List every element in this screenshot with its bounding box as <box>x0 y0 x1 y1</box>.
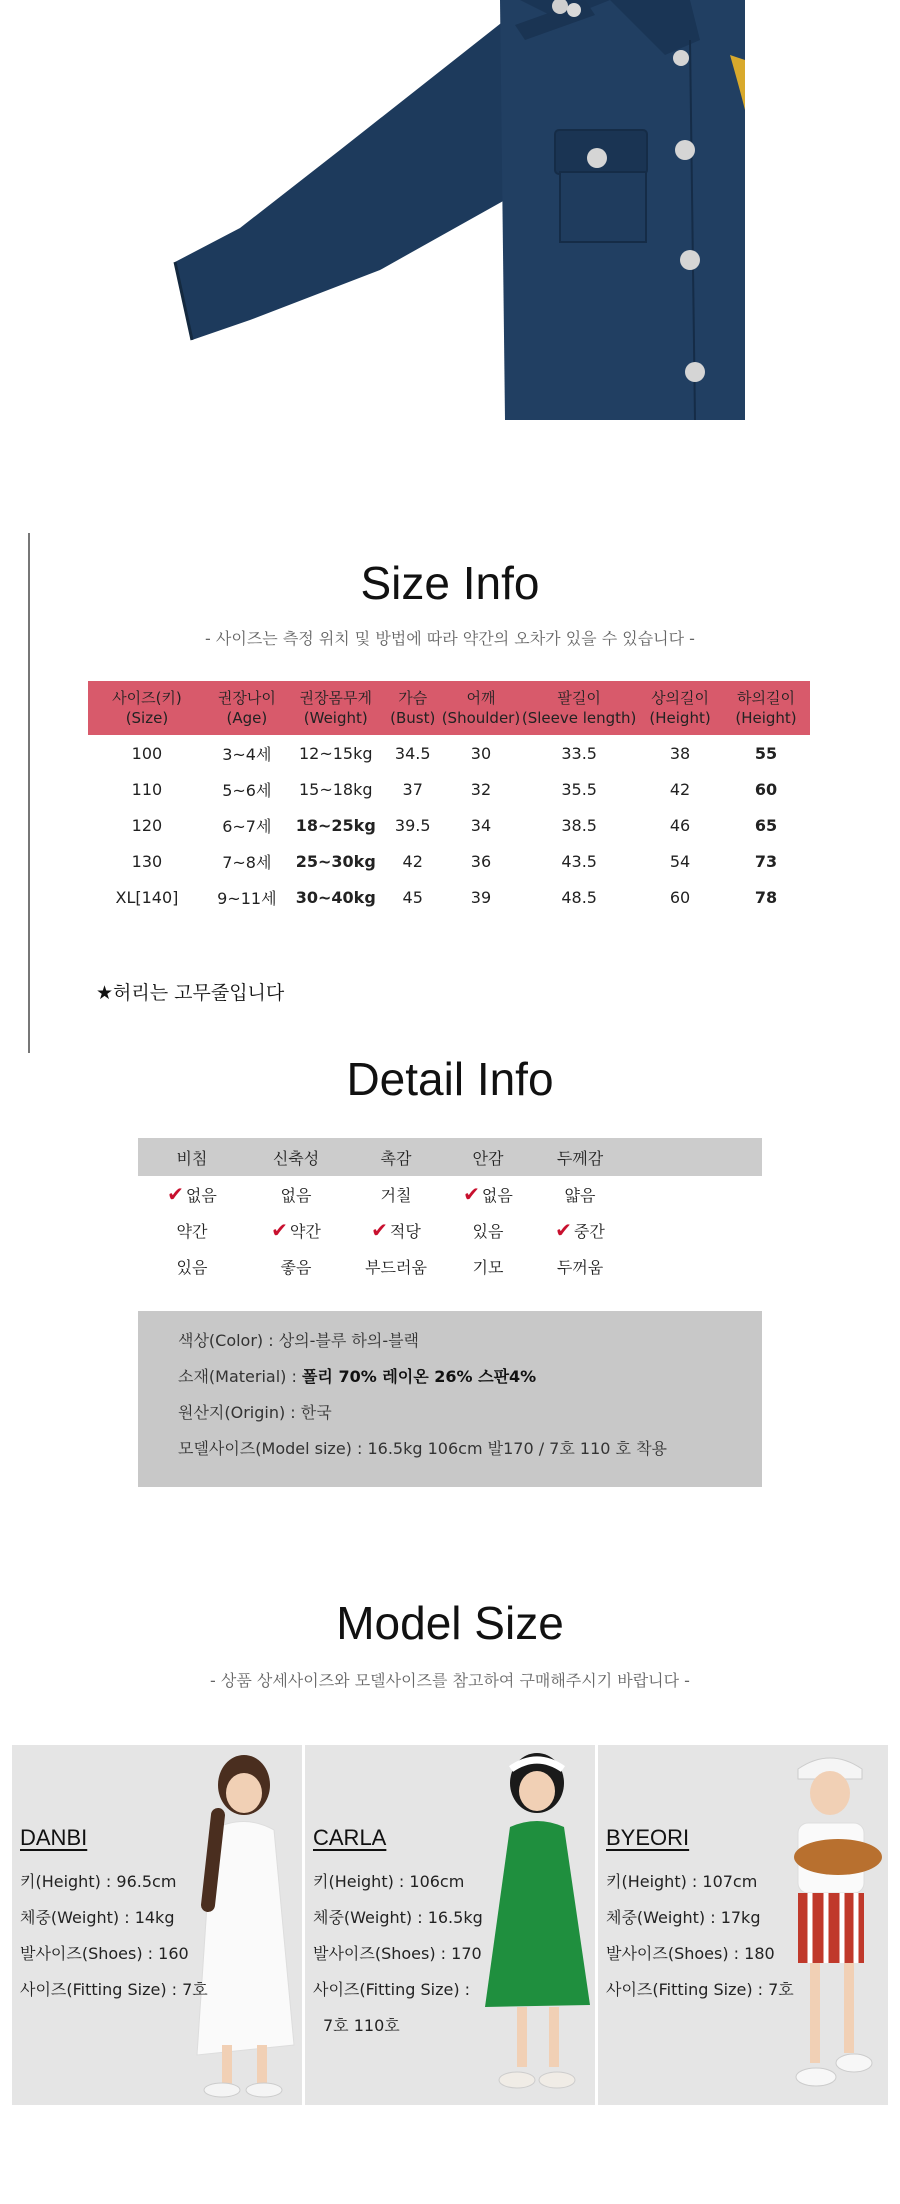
detail-table <box>138 1138 762 1284</box>
spec-origin: 원산지(Origin) : 한국 <box>178 1403 332 1422</box>
table-cell: 18~25kg <box>295 815 376 835</box>
check-icon: ✔ <box>271 1218 288 1242</box>
detail-header-spacer <box>630 1138 762 1176</box>
table-cell: 110 <box>131 779 163 799</box>
detail-cell: ✔ 적당 <box>371 1218 421 1242</box>
size-table-header-row <box>88 681 810 735</box>
detail-cell: 없음 <box>280 1185 312 1205</box>
spec-material: 소재(Material) : 폴리 70% 레이온 26% 스판4% <box>178 1367 537 1386</box>
detail-row <box>138 1212 762 1248</box>
table-cell: 60 <box>669 887 691 907</box>
table-cell: 130 <box>131 851 163 871</box>
spec-box <box>138 1311 762 1487</box>
detail-row <box>138 1176 762 1212</box>
waist-note: ★허리는 고무줄입니다 <box>96 982 285 1004</box>
bottom-length-col-header: 하의길이 (Height) <box>722 681 810 735</box>
bust-col-header: 가슴 (Bust) <box>384 681 442 735</box>
table-cell: 48.5 <box>561 887 597 907</box>
table-cell: 54 <box>669 851 691 871</box>
weight-col-header: 권장몸무게 (Weight) <box>288 681 384 735</box>
jacket-illustration <box>0 0 900 430</box>
model-fitting: 사이즈(Fitting Size) : <box>313 1980 471 1999</box>
table-row <box>88 807 810 843</box>
detail-cell: ✔ 약간 <box>271 1218 321 1242</box>
table-cell: 78 <box>754 887 778 907</box>
detail-cell: 두꺼움 <box>556 1257 604 1277</box>
spec-color: 색상(Color) : 상의-블루 하의-블랙 <box>178 1331 420 1350</box>
stretch-header: 신축성 <box>246 1138 346 1176</box>
model-card-carla <box>305 1745 595 2105</box>
model-shoes: 발사이즈(Shoes) : 180 <box>606 1944 775 1963</box>
detail-cell <box>630 1248 762 1284</box>
detail-cell: 약간 <box>176 1221 208 1241</box>
model-card-danbi <box>12 1745 302 2105</box>
table-cell: 38.5 <box>561 815 597 835</box>
detail-cell: 기모 <box>472 1257 504 1277</box>
table-cell: 7~8세 <box>222 852 272 872</box>
table-cell: 30 <box>470 743 492 763</box>
size-info-subtitle: - 사이즈는 측정 위치 및 방법에 따라 약간의 오차가 있을 수 있습니다 - <box>205 629 695 648</box>
detail-cell: 부드러움 <box>365 1257 427 1277</box>
table-cell: 6~7세 <box>222 816 272 836</box>
detail-cell: 있음 <box>472 1221 504 1241</box>
check-icon: ✔ <box>371 1218 388 1242</box>
table-row <box>88 735 810 771</box>
table-cell: 42 <box>669 779 691 799</box>
model-name: DANBI <box>20 1825 88 1850</box>
detail-cell: 거칠 <box>380 1185 412 1205</box>
table-cell: 25~30kg <box>295 851 376 871</box>
detail-cell: 얇음 <box>564 1185 596 1205</box>
detail-cell: 좋음 <box>280 1257 312 1277</box>
model-weight: 체중(Weight) : 17kg <box>606 1908 761 1927</box>
table-cell: 37 <box>402 779 423 799</box>
model-fitting: 사이즈(Fitting Size) : 7호 <box>606 1980 794 1999</box>
table-cell: 30~40kg <box>295 887 376 907</box>
table-cell: 120 <box>131 815 163 835</box>
model-fitting: 사이즈(Fitting Size) : 7호 <box>20 1980 208 1999</box>
detail-cell: ✔ 없음 <box>167 1182 217 1206</box>
check-icon: ✔ <box>463 1182 480 1206</box>
table-cell: 60 <box>754 779 778 799</box>
detail-cell: ✔ 중간 <box>555 1218 605 1242</box>
detail-cell <box>630 1176 762 1212</box>
model-size-subtitle: - 상품 상세사이즈와 모델사이즈를 참고하여 구매해주시기 바랍니다 - <box>210 1671 690 1690</box>
check-icon: ✔ <box>167 1182 184 1206</box>
table-cell: 45 <box>402 887 423 907</box>
table-cell: XL[140] <box>115 887 179 907</box>
top-length-col-header: 상의길이 (Height) <box>638 681 722 735</box>
table-cell: 3~4세 <box>222 744 272 764</box>
model-height: 키(Height) : 107cm <box>606 1872 758 1891</box>
model-height: 키(Height) : 96.5cm <box>20 1872 177 1891</box>
model-weight: 체중(Weight) : 14kg <box>20 1908 175 1927</box>
table-cell: 35.5 <box>561 779 597 799</box>
table-cell: 34 <box>470 815 492 835</box>
table-cell: 39.5 <box>394 815 431 835</box>
thickness-header: 두께감 <box>530 1138 630 1176</box>
model-size-title: Model Size <box>336 1597 564 1649</box>
table-cell: 43.5 <box>561 851 597 871</box>
table-cell: 15~18kg <box>298 779 373 799</box>
table-cell: 100 <box>131 743 163 763</box>
spec-model-size: 모델사이즈(Model size) : 16.5kg 106cm 발170 / 7호 110 호 착용 <box>178 1439 667 1458</box>
model-cards <box>12 1745 888 2105</box>
model-shoes: 발사이즈(Shoes) : 170 <box>313 1944 482 1963</box>
detail-row <box>138 1248 762 1284</box>
detail-cell: 있음 <box>176 1257 208 1277</box>
check-icon: ✔ <box>555 1218 572 1242</box>
table-cell: 36 <box>470 851 492 871</box>
table-cell: 5~6세 <box>222 780 272 800</box>
model-card-byeori <box>598 1745 888 2105</box>
left-vertical-rule <box>28 533 30 1053</box>
detail-cell: ✔ 없음 <box>463 1182 513 1206</box>
size-table <box>88 681 810 915</box>
model-height: 키(Height) : 106cm <box>313 1872 465 1891</box>
table-cell: 33.5 <box>561 743 597 763</box>
table-row <box>88 843 810 879</box>
detail-info-title: Detail Info <box>346 1053 554 1105</box>
sleeve-col-header: 팔길이 (Sleeve length) <box>520 681 638 735</box>
lining-header: 안감 <box>446 1138 530 1176</box>
table-cell: 55 <box>754 743 778 763</box>
table-cell: 9~11세 <box>217 888 277 908</box>
model-weight: 체중(Weight) : 16.5kg <box>313 1908 483 1927</box>
table-cell: 73 <box>754 851 778 871</box>
table-cell: 38 <box>669 743 691 763</box>
table-row <box>88 879 810 915</box>
table-cell: 65 <box>754 815 778 835</box>
size-info-title: Size Info <box>360 557 540 609</box>
sheerness-header: 비침 <box>138 1138 246 1176</box>
model-shoes: 발사이즈(Shoes) : 160 <box>20 1944 189 1963</box>
table-cell: 32 <box>470 779 492 799</box>
model-name: BYEORI <box>606 1825 690 1850</box>
product-photo-jacket <box>0 0 900 430</box>
texture-header: 촉감 <box>346 1138 446 1176</box>
table-cell: 12~15kg <box>298 743 373 763</box>
table-cell: 34.5 <box>394 743 431 763</box>
table-cell: 46 <box>669 815 691 835</box>
model-fitting-value: 7호 110호 <box>323 2016 400 2035</box>
table-cell: 42 <box>402 851 423 871</box>
detail-cell <box>630 1212 762 1248</box>
table-row <box>88 771 810 807</box>
model-name: CARLA <box>313 1825 387 1850</box>
shoulder-col-header: 어깨 (Shoulder) <box>442 681 521 735</box>
age-col-header: 권장나이 (Age) <box>206 681 288 735</box>
detail-header-row <box>138 1138 762 1176</box>
table-cell: 39 <box>470 887 492 907</box>
size-col-header: 사이즈(키) (Size) <box>88 681 206 735</box>
